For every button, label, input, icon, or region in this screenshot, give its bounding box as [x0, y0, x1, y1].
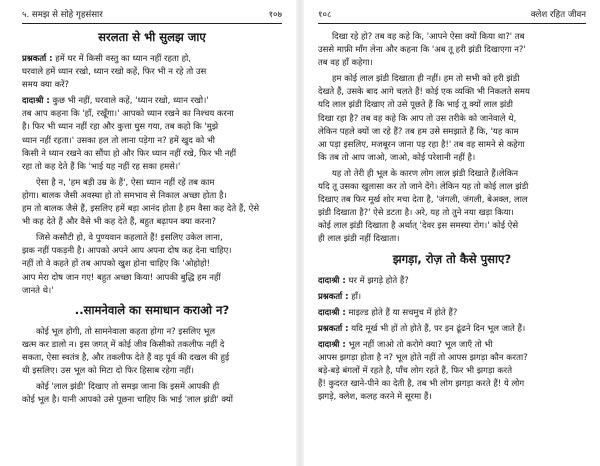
- text-line: [22, 134, 282, 147]
- text-line: [22, 364, 282, 377]
- text-line: [318, 56, 586, 69]
- line-text: खत्म कर डालो न। इस जगत् में कोई जीव किसीको तकलीफ नहीं दे: [22, 338, 225, 349]
- speaker-label: दादाश्री :: [318, 338, 346, 349]
- left-heading-2: ..सामनेवाले का समाधान कराओ न?: [74, 302, 230, 317]
- right-section-3: [318, 338, 586, 403]
- line-text: कोई 'लाल झंडी' दिखाए तो समझ जाना कि इसमें आपकी ही: [36, 381, 220, 392]
- qa-text: यदि मूर्ख भी हों तो होते हैं, पर इन ढूंढने दिन भूल जाते हैं।: [348, 322, 526, 333]
- line-text: झंडी दिखाता है?' ऐसे डटता है। अरे, यह तो तुने नया खड़ा किया।: [318, 207, 514, 218]
- line-text: भी कह देते हैं और वैसे भी कह देते हैं, बहुत बढ़ापन क्या करना?: [22, 216, 216, 227]
- text-line: [318, 112, 586, 125]
- line-text: आपस झगड़ा होता है न? भूल होते नहीं तो आपस झगड़ा कौन करता?: [318, 351, 528, 362]
- speaker-label: दादाश्री :: [318, 274, 346, 285]
- qa-line: [318, 322, 586, 335]
- text-line: [22, 284, 282, 297]
- text-line: [318, 98, 586, 111]
- line-text: सकता, ऐसा स्वतंत्र है, और तकलीफ देते हैं वह पूर्व की दखल की हुई: [22, 351, 230, 362]
- text-line: [318, 232, 586, 245]
- speaker-label: दादाश्री :: [22, 95, 50, 106]
- line-text: किसी ने ध्यान रखने का सौंपा हो और फिर ध्यान नहीं रखे, फिर भी नहीं: [22, 147, 237, 158]
- text-line: [22, 160, 282, 173]
- text-line: [22, 393, 282, 406]
- line-text: लेकिन पहले क्यों जा रहे हैं? तब हम उसे समझाते हैं कि, 'यह काम: [318, 125, 519, 136]
- line-text: हम कोई लाल झंडी दिखाता ही नहीं। हम तो सभी को हरी झंडी: [332, 73, 520, 84]
- line-text: कोई भूल है। यानी आपको उसे पूछना चाहिए कि भाई 'लाल झंडी' क्यों: [22, 394, 233, 405]
- text-line: [22, 244, 282, 257]
- paragraph: [318, 72, 586, 164]
- text-line: [318, 364, 586, 377]
- line-text: ध्यान नहीं रहता।' उसका हल तो लाना पड़ेगा न? हमें खुद को भी: [22, 134, 215, 145]
- qa-line: [318, 306, 586, 319]
- text-line: [318, 206, 586, 219]
- text-line: [22, 94, 282, 107]
- line-text: नहीं तो वे कहते हों तब आपको खुश होना चाहिए कि 'ओहोहो!: [22, 258, 211, 269]
- text-line: [22, 65, 282, 78]
- qa-line: [318, 290, 586, 303]
- text-line: [22, 107, 282, 120]
- line-text: कोई भूल होगी, तो सामनेवाला कहता होगा न? इसलिए भूल: [36, 325, 216, 336]
- right-page: [308, 0, 600, 466]
- text-line: [318, 219, 586, 232]
- line-text: कुछ भी नहीं, घरवाले कहें, 'ध्यान रखो, ध्यान रखो।': [49, 95, 209, 106]
- qa-text: घर में झगड़े होते हैं?: [345, 274, 409, 285]
- text-line: [318, 151, 586, 164]
- paragraph: [22, 380, 282, 406]
- speaker-label: दादाश्री :: [318, 306, 346, 317]
- text-line: [318, 125, 586, 138]
- line-text: तब वह हाँ कहेगा।: [318, 57, 373, 68]
- line-text: थी इसलिए। उस भूल को मिटा दो फिर हिसाब रहेगा नहीं।: [22, 364, 194, 375]
- left-section-1: [22, 52, 282, 297]
- left-page: [0, 0, 292, 466]
- line-text: हम तो बालक जैसे हैं, इसलिए हमें बड़ा आनंद होता है हम वैसा कह देते हैं, ऐसे: [22, 203, 260, 214]
- line-text: दिखा रहे हो? तब वह कहे कि, 'आपने ऐसा क्यों किया था?' तब: [332, 31, 525, 41]
- text-line: [318, 390, 586, 403]
- text-line: [318, 167, 586, 180]
- text-line: [318, 72, 586, 85]
- line-text: यदि तू उसका खुलासा कर तो जाने देंगे। लेकिन यह तो कोई लाल झंडी: [318, 181, 529, 192]
- text-line: [318, 138, 586, 151]
- left-section-2: [22, 325, 282, 407]
- left-page-number: १०७: [268, 10, 282, 20]
- text-line: [318, 193, 586, 206]
- paragraph: [22, 325, 282, 377]
- line-text: यदि लाल झंडी दिखाए तो उसे पूछते हैं कि भाई तू क्यों लाल झंडी: [318, 99, 513, 110]
- right-page-number: १०८: [318, 10, 332, 20]
- speaker-label: प्रश्नकर्ता :: [318, 290, 349, 301]
- right-heading-2: झगड़ा, रोज़ तो कैसे पुसाए?: [392, 251, 512, 266]
- line-text: भूल नहीं जाओ तो करोगे क्या? भूल जाएँ तो भी: [345, 338, 493, 349]
- right-section-1: [318, 30, 586, 246]
- line-text: झक नहीं पकड़नी है। आपको अपने आप अपना दोष कह देना चाहिए।: [22, 245, 232, 256]
- line-text: तब आप कहना कि 'हाँ, रखूँगा।' आपको ध्यान रखने का निश्चय करना: [22, 108, 234, 119]
- line-text: है। फिर भी ध्यान नहीं रहा और कुत्ता घुस गया, तब कहो कि 'मुझे: [22, 121, 219, 132]
- text-line: [22, 231, 282, 244]
- line-text: समय क्या करें?: [22, 79, 70, 90]
- qa-text: हाँ।: [348, 290, 362, 301]
- line-text: कि तब तो आप जाओ, जाओ, कोई परेशानी नहीं है।: [318, 151, 476, 162]
- text-line: [318, 377, 586, 390]
- line-text: ही लाल झंडी नहीं दिखाता।: [318, 233, 400, 244]
- book-gutter: [296, 0, 304, 466]
- text-line: [22, 176, 282, 189]
- line-text: देखते हैं, उसके बाद आगे चलते हैं! कोई एक व्यक्ति भी निकलते समय: [318, 86, 530, 97]
- text-line: [22, 52, 282, 65]
- line-text: आप मेरा दोष जान गए! बहुत अच्छा किया! आपकी बुद्धि हम नहीं: [22, 271, 221, 282]
- right-running-title: क्लेश रहित जीवन: [530, 10, 586, 20]
- text-line: [318, 43, 586, 56]
- line-text: जानते थे।': [22, 284, 54, 295]
- line-text: दिखा रहा है? तब वह कहे कि आप तो उस तरीके को जानेवाले थे,: [318, 112, 517, 123]
- text-line: [22, 202, 282, 215]
- line-text: झगड़े, क्लेश, कलह करने में सूरमा हैं।: [318, 391, 432, 402]
- paragraph: [22, 176, 282, 228]
- line-text: दिखाए तब फिर मूर्ख शोर मचा देता है, 'जंगली, जंगली, बेअक्ल, लाल: [318, 194, 528, 205]
- paragraph: [22, 52, 282, 91]
- right-qa-section: [318, 274, 586, 335]
- text-line: [22, 325, 282, 338]
- paragraph: [318, 30, 586, 69]
- text-line: [22, 215, 282, 228]
- line-text: बड़े-बड़े बंगलों में रहते है, पाँच लोग रहते हैं, फिर भी झगड़ा करते: [318, 365, 513, 376]
- text-line: [22, 189, 282, 202]
- line-text: घरवाले हमें ध्यान रखो, ध्यान रखो कहें, फिर भी न रहे तो उस: [22, 66, 207, 77]
- text-line: [22, 380, 282, 393]
- qa-text: माइल्ड होते हैं या सचमुच में होते हैं?: [345, 306, 458, 317]
- right-running-head: [318, 8, 586, 24]
- line-text: होगा। बालक जैसी अवस्था हो तो समभाव से निकाल अच्छा होता है।: [22, 189, 227, 200]
- text-line: [22, 78, 282, 91]
- speaker-label: प्रश्नकर्ता :: [318, 322, 349, 333]
- line-text: यह तो तेरी ही भूल के कारण लोग लाल झंडी दिखाते हैं।लेकिन: [332, 167, 518, 178]
- text-line: [318, 338, 586, 351]
- speaker-label: प्रश्नकर्ता :: [22, 53, 53, 63]
- left-running-head: [22, 8, 282, 24]
- text-line: [318, 351, 586, 364]
- text-line: [318, 85, 586, 98]
- text-line: [318, 30, 586, 43]
- line-text: हमें घर में किसी वस्तु का ध्यान नहीं रहता हो,: [52, 53, 191, 63]
- text-line: [22, 351, 282, 364]
- left-running-title: ५. समझ से सोहे गृहसंसार: [22, 10, 103, 20]
- paragraph: [22, 94, 282, 173]
- paragraph: [318, 338, 586, 403]
- line-text: ऐसा है न, 'हम बड़ी उम्र के हैं', ऐसा ध्यान नहीं रहें तब काम: [36, 176, 215, 187]
- text-line: [22, 338, 282, 351]
- text-line: [22, 147, 282, 160]
- paragraph: [318, 167, 586, 246]
- line-text: कोई लाल झंडी दिखाता है अर्थात् 'देवर इस समस्या रोग।' कोई ऐसे: [318, 220, 519, 231]
- line-text: जिसे कसौटी हो, वे पुण्यवान कहलाते हैं! इसलिए उकेल लाना,: [36, 232, 223, 243]
- text-line: [318, 180, 586, 193]
- line-text: हैं! कुदरत खाने-पीने का देती है, तब भी लोग झगड़ा करते हैं! ये लोग: [318, 378, 525, 389]
- line-text: उससे माफ़ी माँग लेना और कहना कि 'अब तू हरी झंडी दिखाएगा न?': [318, 44, 526, 55]
- left-heading-1: सरलता से भी सुलझ जाए: [98, 30, 206, 44]
- paragraph: [22, 231, 282, 296]
- text-line: [22, 271, 282, 284]
- text-line: [22, 120, 282, 133]
- text-line: [22, 257, 282, 270]
- line-text: आ पड़ा इसलिए, मजबूरन जाना पड़ रहा है!' तब वह सामने से कहेगा: [318, 138, 525, 149]
- line-text: रहा तो कह देते हैं कि 'भाई यह नहीं रह सका हमसे।': [22, 160, 181, 171]
- qa-line: [318, 274, 586, 287]
